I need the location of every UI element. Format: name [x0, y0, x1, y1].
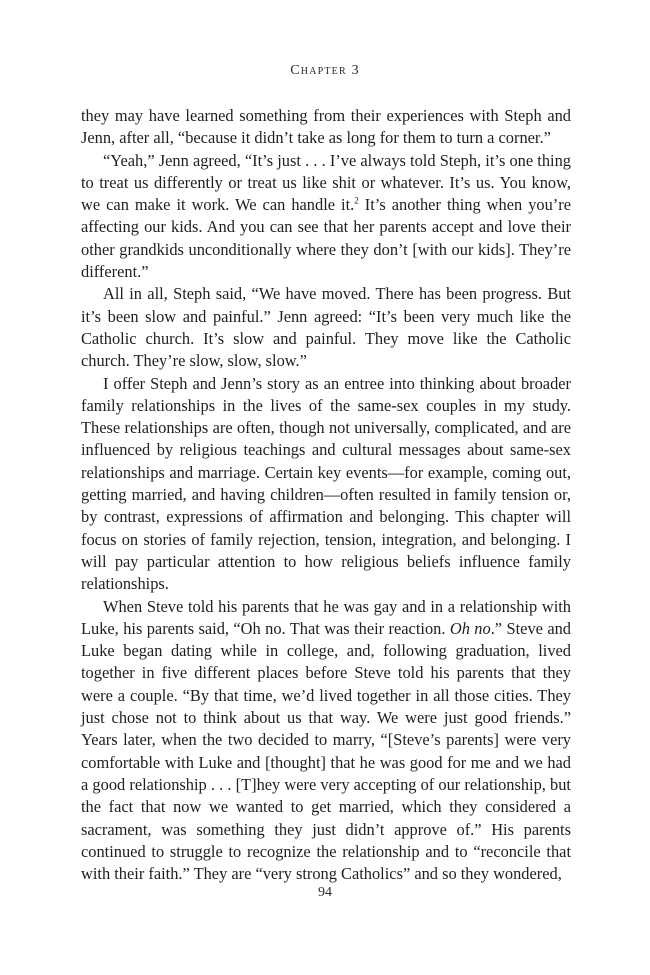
paragraph-2	[81, 150, 571, 284]
running-head: Chapter 3	[290, 63, 360, 78]
paragraph-5-text-a: When Steve told his parents that he was gay and in a relationship with Luke, his parents said, “Oh no. That was their reaction.	[81, 596, 571, 638]
body-text	[81, 105, 571, 885]
paragraph-4: I offer Steph and Jenn’s story as an entree into thinking about broader family relationships in the lives of the same-sex couples in my study. These relationships are often, though not universally, complicated, and are influenced by religious teachings and cultural messages about same-sex relationships and marriage. Certain key events—for example, coming out, getting married, and having children—often resulted in family tension or, by contrast, expressions of affirmation and belonging. This chapter will focus on stories of family rejection, tension, integration, and belonging. I will pay particular attention to how religious beliefs influence family relationships.	[81, 373, 571, 594]
paragraph-3: All in all, Steph said, “We have moved. There has been progress. But it’s been slow and painful.” Jenn agreed: “It’s been very much like the Catholic church. It’s slow and painful. They move like the Catholic church. They’re slow, slow, slow.”	[81, 284, 571, 371]
paragraph-5-text-b: .” Steve and Luke began dating while in college, and, following graduation, lived together in five different places before Steve told his parents that they were a couple. “By that time, we’d lived together in all those cities. They just chose not to think about us that way. We were just good friends.” Years later, when the two decided to marry, “[Steve’s parents] were very comfortable with Luke and [thought] that he was good for me and we had a good relationship . . . [T]hey were very accepting of our relationship, but the fact that now we wanted to get married, which they considered a sacrament, was something they just didn’t approve of.” His parents continued to struggle to recognize the relationship and to “reconcile that with their faith.” They are “very strong Catholics” and so they wondered,	[81, 618, 571, 884]
paragraph-5	[81, 596, 571, 886]
footnote-marker[interactable]: 2	[354, 195, 359, 206]
paragraph-1: they may have learned something from their experiences with Steph and Jenn, after all, “because it didn’t take as long for them to turn a corner.”	[81, 106, 571, 148]
paragraph-2-text-b: It’s another thing when you’re affecting our kids. And you can see that her parents accept and love their other grandkids unconditionally where they don’t [with our kids]. They’re different.”	[81, 195, 571, 282]
page-number: 94	[318, 885, 332, 900]
paragraph-2-text-a: “Yeah,” Jenn agreed, “It’s just . . . I’ve always told Steph, it’s one thing to treat us differently or treat us like shit or whatever. It’s us. You know, we can make it work. We can handle it.	[81, 150, 571, 215]
paragraph-5-emphasis: Oh no	[449, 618, 491, 638]
